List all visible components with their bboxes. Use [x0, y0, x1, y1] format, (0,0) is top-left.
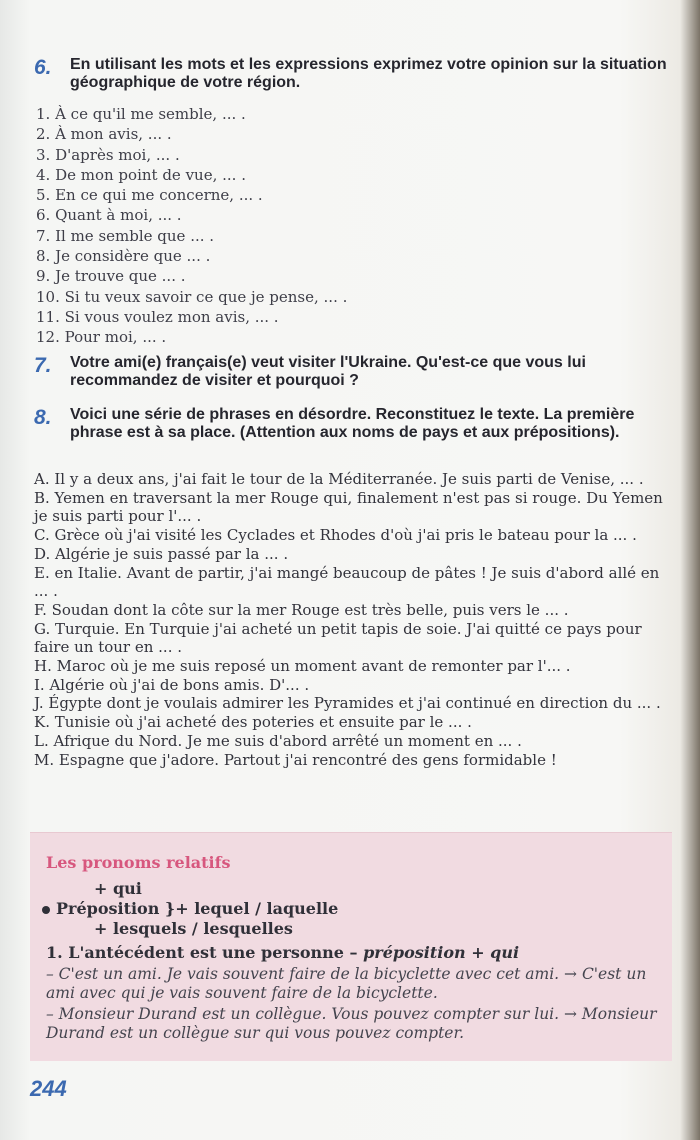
page-number: 244: [30, 1076, 67, 1101]
grammar-line-preposition-text: Préposition }+ lequel / laquelle: [56, 899, 339, 918]
grammar-rule: [46, 943, 519, 962]
bullet-icon: [42, 906, 50, 914]
list-item: 7. Il me semble que ... .: [36, 226, 215, 245]
list-item: G. Turquie. En Turquie j'ai acheté un petit tapis de soie. J'ai quitté ce pays pour faire un tour en ... .: [34, 619, 642, 657]
list-item: D. Algérie je suis passé par la ... .: [34, 544, 289, 563]
list-item: K. Tunisie où j'ai acheté des poteries et ensuite par le ... .: [34, 713, 472, 732]
exercise-6-number: 6.: [34, 56, 52, 79]
list-item: 3. D'après moi, ... .: [36, 145, 180, 164]
exercise-8: [34, 406, 674, 442]
exercise-6-instruction: En utilisant les mots et les expressions exprimez votre opinion sur la situation géographique de votre région.: [70, 56, 667, 91]
list-item: L. Afrique du Nord. Je me suis d'abord arrêté un moment en ... .: [34, 731, 522, 750]
list-item: E. en Italie. Avant de partir, j'ai mangé beaucoup de pâtes ! Je suis d'abord allé en ... .: [34, 563, 660, 601]
exercise-7-number: 7.: [34, 354, 52, 377]
grammar-box-relative-pronouns: [30, 832, 672, 1061]
grammar-example-1: – C'est un ami. Je vais souvent faire de la bicyclette avec cet ami. → C'est un ami avec qui je vais souvent faire de la bicyclette.: [46, 965, 647, 1002]
list-item: F. Soudan dont la côte sur la mer Rouge est très belle, puis vers le ... .: [34, 600, 569, 619]
list-item: 1. À ce qu'il me semble, ... .: [36, 105, 246, 123]
scrambled-sentences: [34, 470, 672, 769]
exercise-7: [34, 354, 674, 390]
list-item: 9. Je trouve que ... .: [36, 267, 186, 286]
list-item: J. Égypte dont je voulais admirer les Pyramides et j'ai continué en direction du ... .: [34, 694, 661, 713]
list-item: B. Yemen en traversant la mer Rouge qui, finalement n'est pas si rouge. Du Yemen je suis parti pour l'... .: [34, 488, 663, 526]
grammar-title: Les pronoms relatifs: [46, 853, 231, 872]
grammar-rule-label: 1. L'antécédent est une personne –: [46, 943, 364, 962]
list-item: C. Grèce où j'ai visité les Cyclades et Rhodes d'où j'ai pris le bateau pour la ... .: [34, 526, 637, 545]
grammar-rule-formula: préposition + qui: [363, 943, 520, 962]
list-item: 11. Si vous voulez mon avis, ... .: [36, 307, 279, 326]
exercise-7-instruction: Votre ami(e) français(e) veut visiter l'Ukraine. Qu'est-ce que vous lui recommandez de visiter et pourquoi ?: [70, 354, 586, 389]
exercise-8-instruction: Voici une série de phrases en désordre. Reconstituez le texte. La première phrase est à sa place. (Attention aux noms de pays et aux prépositions).: [70, 406, 635, 441]
list-item: 5. En ce qui me concerne, ... .: [36, 186, 263, 205]
list-item: 10. Si tu veux savoir ce que je pense, ... .: [36, 287, 348, 306]
list-item: 8. Je considère que ... .: [36, 247, 211, 266]
list-item: I. Algérie où j'ai de bons amis. D'... .: [34, 675, 310, 694]
list-item: 2. À mon avis, ... .: [36, 125, 172, 144]
list-item: H. Maroc où je me suis reposé un moment avant de remonter par l'... .: [34, 657, 571, 676]
exercise-8-number: 8.: [34, 406, 52, 429]
grammar-line-qui: + qui: [94, 879, 142, 898]
list-item: 4. De mon point de vue, ... .: [36, 165, 246, 184]
list-item: 6. Quant à moi, ... .: [36, 206, 182, 225]
exercise-6: [34, 56, 674, 92]
grammar-line-preposition: [42, 899, 338, 918]
opinion-phrases-list: [36, 104, 347, 348]
grammar-line-lesquels: + lesquels / lesquelles: [94, 919, 293, 938]
grammar-example-2: – Monsieur Durand est un collègue. Vous pouvez compter sur lui. → Monsieur Durand est un collègue sur qui vous pouvez compter.: [46, 1005, 657, 1042]
list-item: M. Espagne que j'adore. Partout j'ai rencontré des gens formidable !: [34, 750, 557, 769]
list-item: 12. Pour moi, ... .: [36, 328, 167, 347]
list-item: A. Il y a deux ans, j'ai fait le tour de la Méditerranée. Je suis parti de Venise, ... .: [34, 470, 644, 488]
